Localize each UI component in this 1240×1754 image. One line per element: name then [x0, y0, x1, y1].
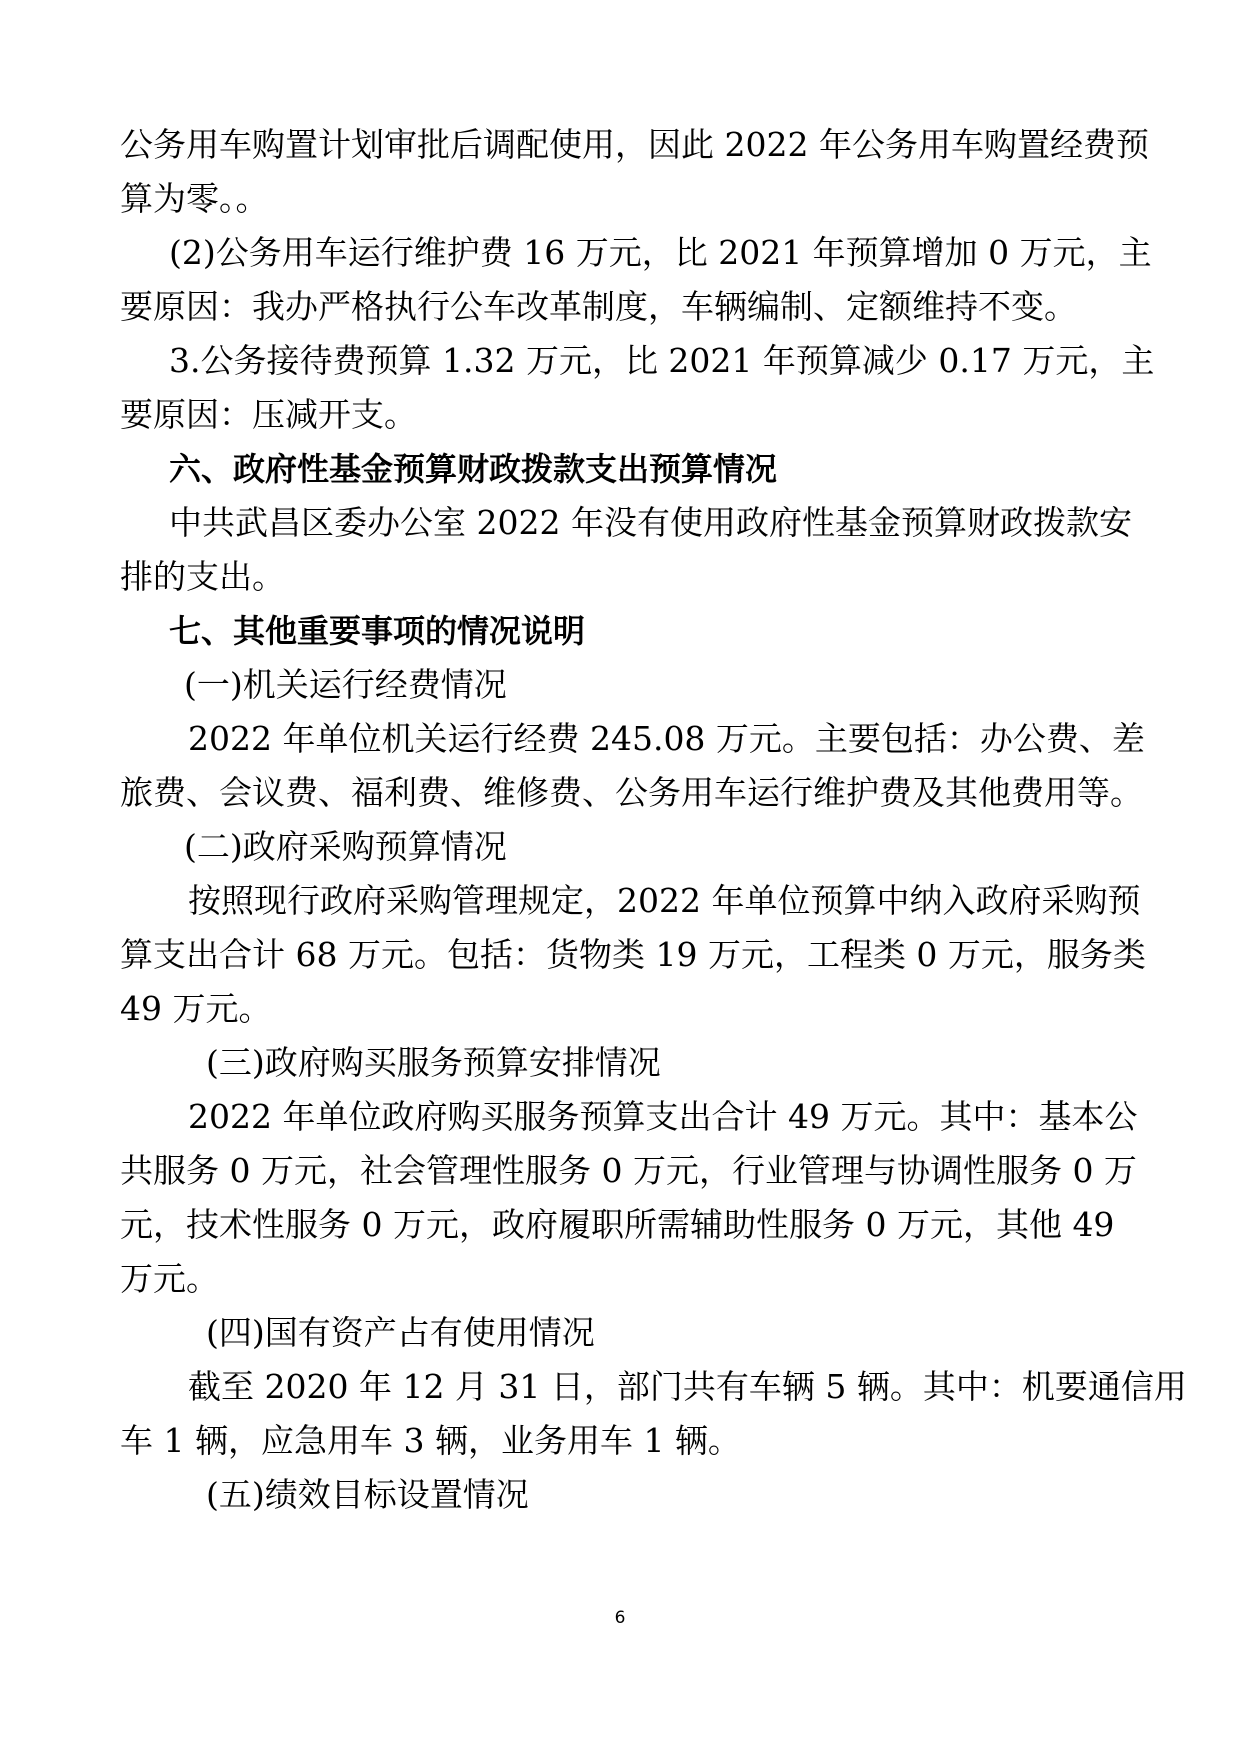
paragraph-line: 算为零。。	[120, 179, 269, 218]
subsection-heading: (五)绩效目标设置情况	[206, 1475, 529, 1514]
paragraph-line: 元，技术性服务 0 万元，政府履职所需辅助性服务 0 万元，其他 49	[120, 1205, 1115, 1244]
paragraph-line: 要原因：我办严格执行公车改革制度，车辆编制、定额维持不变。	[120, 287, 1077, 326]
section-heading: 七、其他重要事项的情况说明	[169, 612, 586, 650]
document-body	[120, 118, 1187, 1522]
paragraph-line: 公务用车购置计划审批后调配使用，因此 2022 年公务用车购置经费预	[120, 125, 1149, 164]
section-heading: 六、政府性基金预算财政拨款支出预算情况	[169, 450, 778, 488]
subsection-heading: (三)政府购买服务预算安排情况	[206, 1043, 661, 1082]
paragraph-line: 算支出合计 68 万元。包括：货物类 19 万元，工程类 0 万元，服务类	[120, 935, 1146, 974]
paragraph-line: 共服务 0 万元，社会管理性服务 0 万元，行业管理与协调性服务 0 万	[120, 1151, 1137, 1190]
paragraph-line: 旅费、会议费、福利费、维修费、公务用车运行维护费及其他费用等。	[120, 773, 1143, 812]
subsection-heading: (一)机关运行经费情况	[184, 665, 507, 704]
subsection-heading: (二)政府采购预算情况	[184, 827, 507, 866]
subsection-heading: (四)国有资产占有使用情况	[206, 1313, 595, 1352]
paragraph-line: 排的支出。	[120, 557, 285, 596]
paragraph-line: 按照现行政府采购管理规定，2022 年单位预算中纳入政府采购预	[188, 881, 1141, 920]
paragraph-line: (2)公务用车运行维护费 16 万元，比 2021 年预算增加 0 万元，主	[169, 233, 1152, 272]
paragraph-line: 万元。	[120, 1259, 219, 1298]
page-number: 6	[614, 1608, 626, 1628]
paragraph-line: 截至 2020 年 12 月 31 日，部门共有车辆 5 辆。其中：机要通信用	[188, 1367, 1187, 1406]
paragraph-line: 49 万元。	[120, 989, 272, 1028]
paragraph-line: 中共武昌区委办公室 2022 年没有使用政府性基金预算财政拨款安	[169, 503, 1132, 542]
paragraph-line: 车 1 辆，应急用车 3 辆，业务用车 1 辆。	[120, 1421, 741, 1460]
paragraph-line: 2022 年单位政府购买服务预算支出合计 49 万元。其中：基本公	[188, 1097, 1138, 1136]
paragraph-line: 3.公务接待费预算 1.32 万元，比 2021 年预算减少 0.17 万元，主	[169, 341, 1155, 380]
paragraph-line: 2022 年单位机关运行经费 245.08 万元。主要包括：办公费、差	[188, 719, 1145, 758]
paragraph-line: 要原因：压减开支。	[120, 395, 417, 434]
